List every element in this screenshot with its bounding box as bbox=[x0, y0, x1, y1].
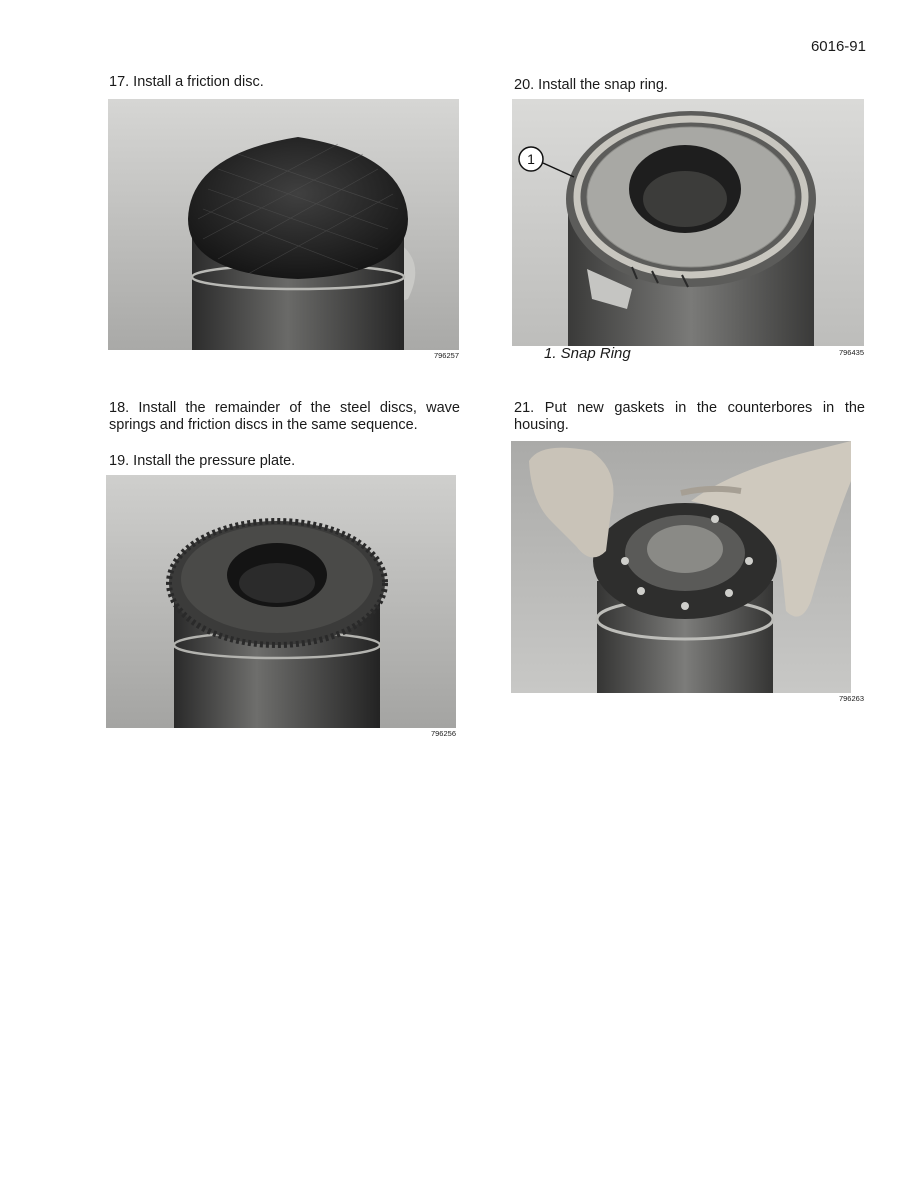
step-21-text: 21. Put new gaskets in the counterbores in the housing. bbox=[514, 400, 865, 433]
figure-id-796256: 796256 bbox=[430, 729, 456, 738]
snap-ring-caption: 1. Snap Ring bbox=[544, 345, 631, 362]
callout-1: 1 bbox=[527, 151, 535, 167]
figure-id-796263: 796263 bbox=[838, 694, 864, 703]
photo-friction-disc bbox=[108, 99, 459, 350]
figure-id-796435: 796435 bbox=[838, 348, 864, 357]
photo-gaskets bbox=[511, 441, 851, 693]
figure-id-796257: 796257 bbox=[433, 351, 459, 360]
step-20-text: 20. Install the snap ring. bbox=[514, 77, 668, 93]
photo-snap-ring bbox=[512, 99, 864, 346]
step-19-text: 19. Install the pressure plate. bbox=[109, 453, 296, 469]
step-17-text: 17. Install a friction disc. bbox=[109, 74, 264, 90]
step-18-text: 18. Install the remainder of the steel discs, wave springs and friction discs in the same sequence. bbox=[109, 400, 460, 433]
photo-pressure-plate bbox=[106, 475, 456, 728]
page-number: 6016-91 bbox=[810, 38, 866, 55]
